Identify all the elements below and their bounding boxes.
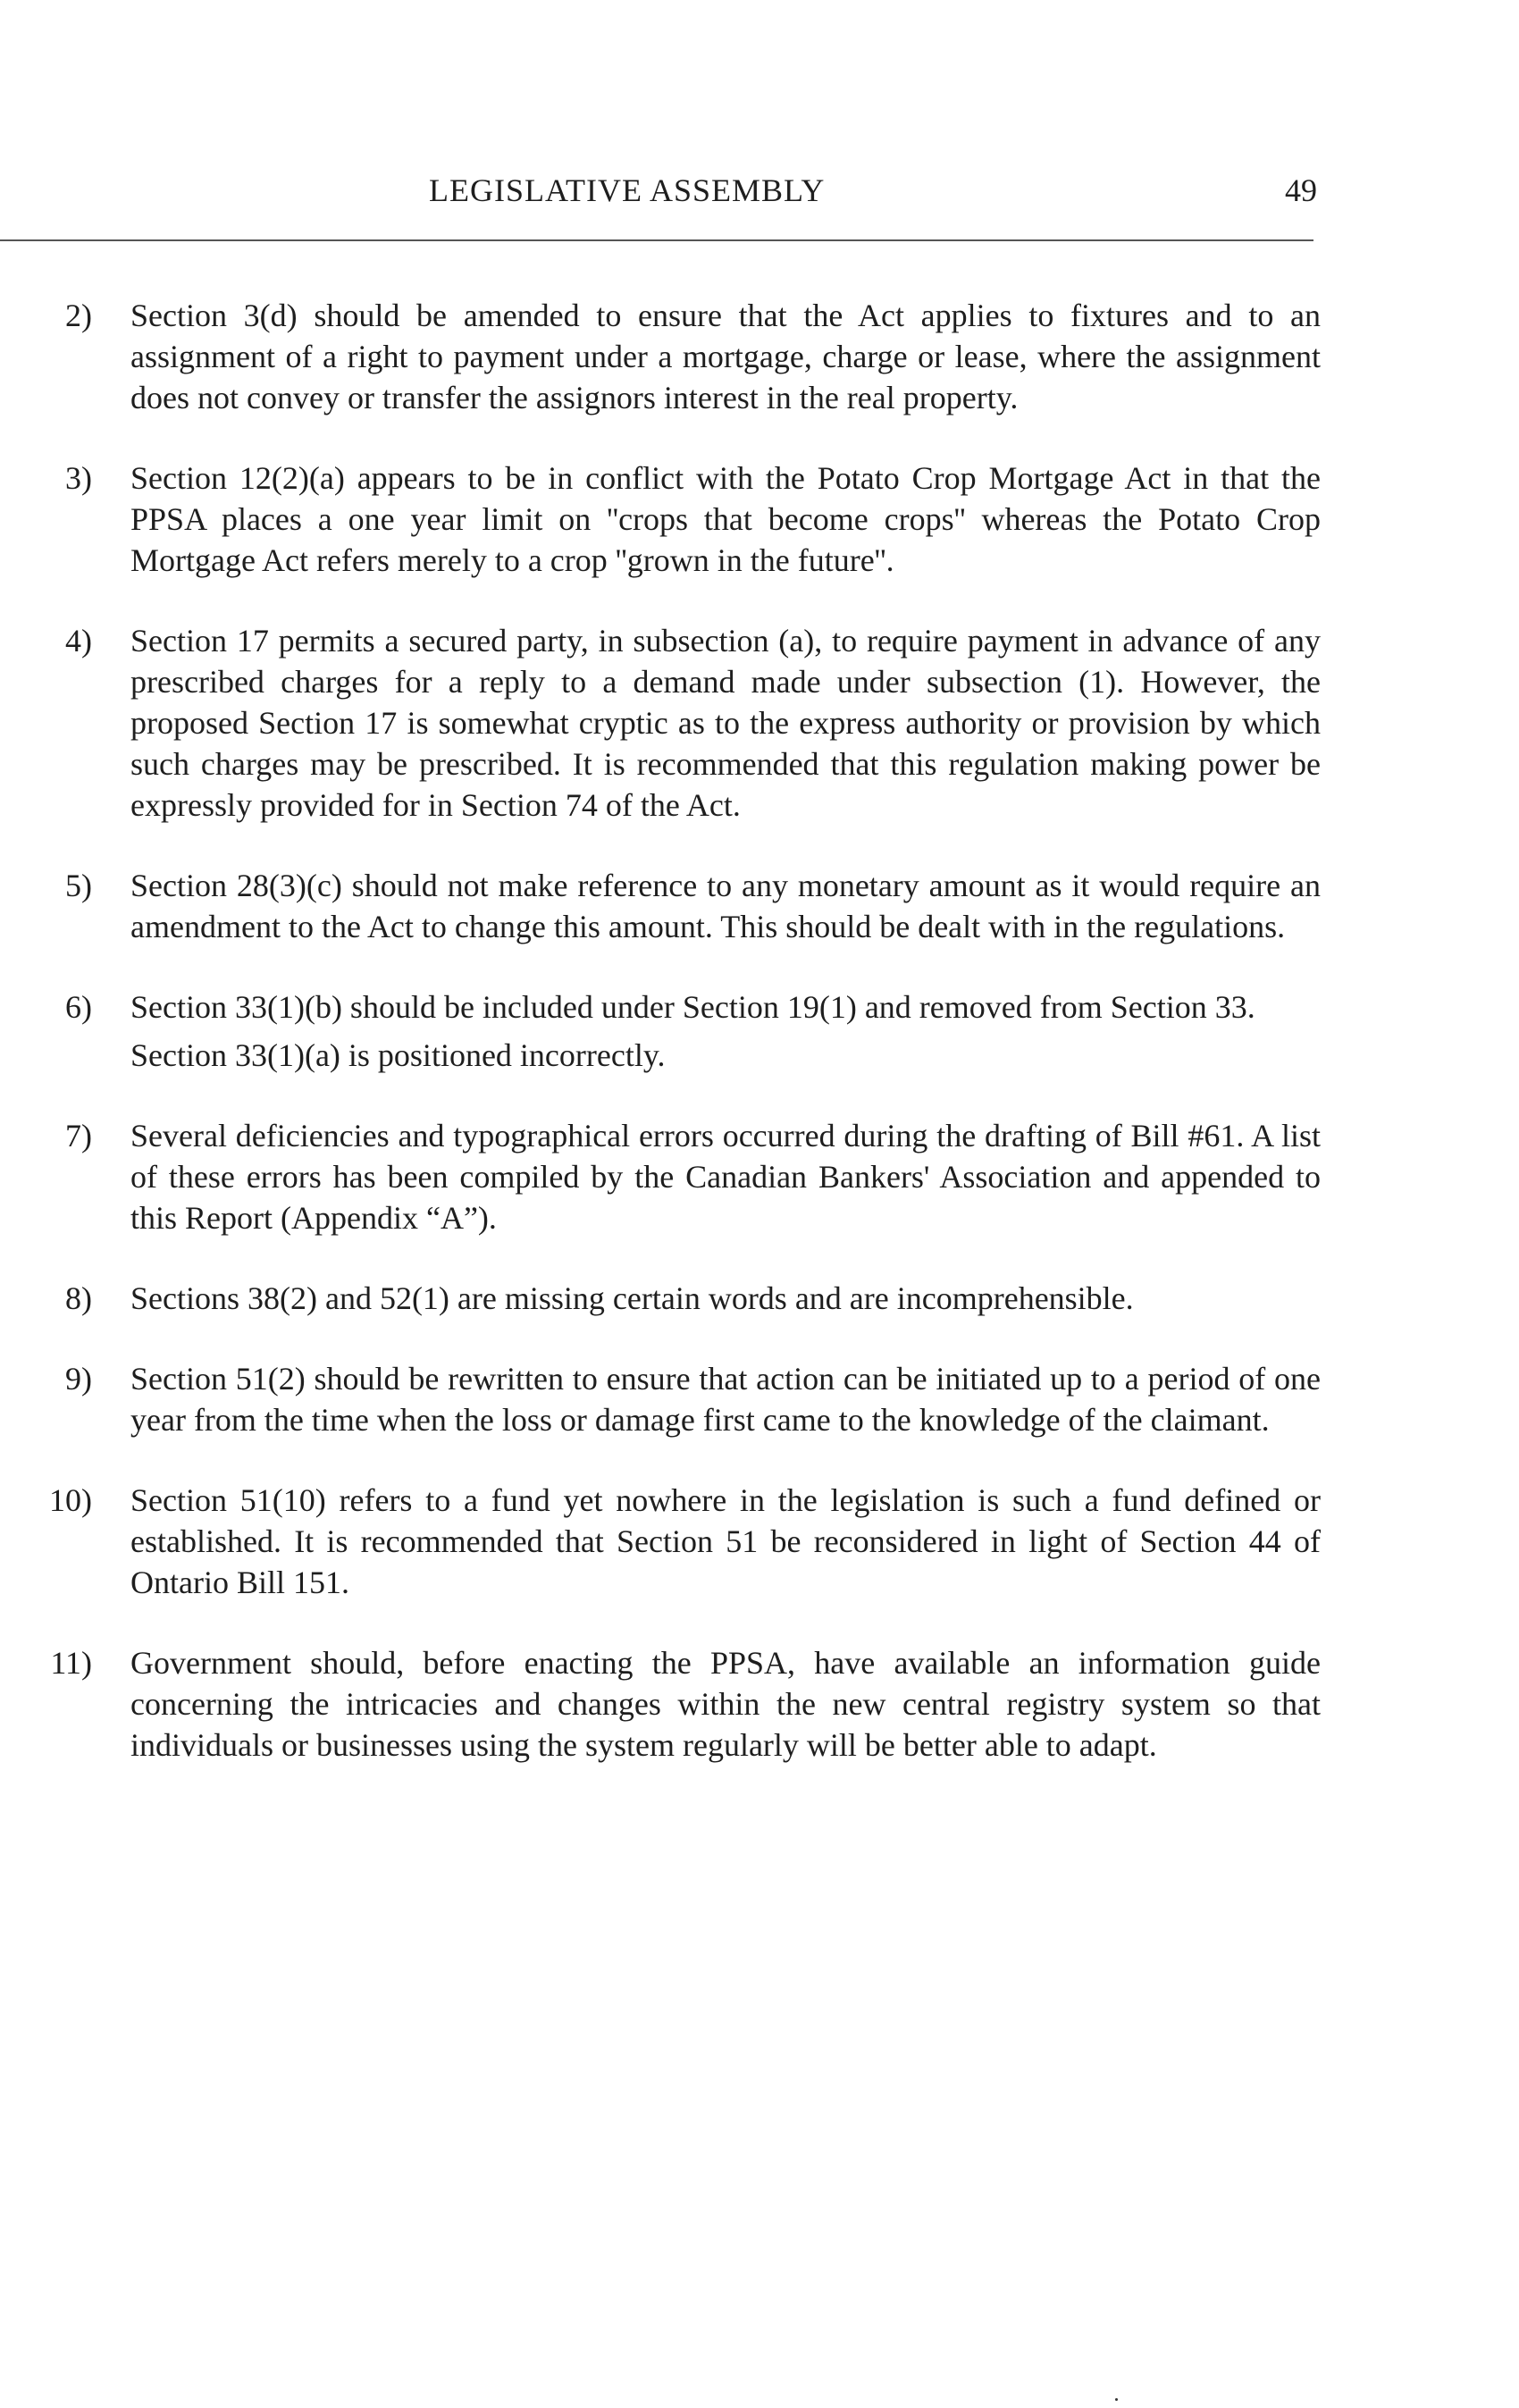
item-paragraph: Section 17 permits a secured party, in subsection (a), to require payment in advance of any prescribed charges for a reply to a demand made under subsection (1). However, the proposed Section 17 is somewhat cryptic as to the express authority or provision by which such charges may be prescribed. It is recommended that this regulation making power be expressly provided for in Section 74 of the Act. xyxy=(130,623,1321,823)
header-rule xyxy=(0,239,1313,241)
item-paragraph: Section 33(1)(b) should be included under Section 19(1) and removed from Section 33. xyxy=(130,989,1255,1025)
list-item xyxy=(0,865,1519,947)
scan-speck xyxy=(1115,2398,1118,2401)
list-item xyxy=(0,457,1519,581)
list-item xyxy=(0,620,1519,826)
list-item xyxy=(0,1358,1519,1440)
item-paragraph: Section 33(1)(a) is positioned incorrectly. xyxy=(130,1037,666,1073)
item-number: 2) xyxy=(65,298,92,333)
item-body xyxy=(130,865,1321,947)
item-body xyxy=(130,1278,1321,1319)
list-item xyxy=(0,1642,1519,1766)
item-paragraph: Section 51(2) should be rewritten to ensure that action can be initiated up to a period of one year from the time when the loss or damage first came to the knowledge of the claimant. xyxy=(130,1361,1321,1438)
item-paragraph: Several deficiencies and typographical errors occurred during the drafting of Bill #61. A list of these errors has been compiled by the Canadian Bankers' Association and appended to this Report (Appendix “A”). xyxy=(130,1118,1321,1236)
item-number: 3) xyxy=(65,460,92,496)
item-body xyxy=(130,457,1321,581)
item-paragraph: Sections 38(2) and 52(1) are missing certain words and are incomprehensible. xyxy=(130,1280,1134,1316)
item-body xyxy=(130,295,1321,418)
page-number: 49 xyxy=(1285,172,1317,208)
item-paragraph: Section 12(2)(a) appears to be in conflict with the Potato Crop Mortgage Act in that the PPSA places a one year limit on ''crops that become crops'' whereas the Potato Crop Mortgage Act refers merely to a crop ''grown in the future''. xyxy=(130,460,1321,578)
item-body xyxy=(130,620,1321,826)
item-number: 9) xyxy=(65,1361,92,1397)
running-head-title: LEGISLATIVE ASSEMBLY xyxy=(429,172,826,208)
item-number: 7) xyxy=(65,1118,92,1154)
item-paragraph: Government should, before enacting the PPSA, have available an information guide concerning the intricacies and changes within the new central registry system so that individuals or businesses using the system regularly will be better able to adapt. xyxy=(130,1645,1321,1763)
list-item xyxy=(0,295,1519,418)
item-number: 8) xyxy=(65,1280,92,1316)
item-body xyxy=(130,1115,1321,1238)
item-paragraph: Section 28(3)(c) should not make reference to any monetary amount as it would require an amendment to the Act to change this amount. This should be dealt with in the regulations. xyxy=(130,868,1321,944)
item-paragraph: Section 3(d) should be amended to ensure that the Act applies to fixtures and to an assignment of a right to payment under a mortgage, charge or lease, where the assignment does not convey or transfer the assignors interest in the real property. xyxy=(130,298,1321,415)
item-number: 4) xyxy=(65,623,92,659)
item-body xyxy=(130,1480,1321,1603)
list-item xyxy=(0,1480,1519,1603)
list-item xyxy=(0,1278,1519,1319)
item-number: 10) xyxy=(49,1482,92,1518)
item-number: 5) xyxy=(65,868,92,903)
page-header xyxy=(0,172,1519,225)
item-paragraph: Section 51(10) refers to a fund yet nowhere in the legislation is such a fund defined or established. It is recommended that Section 51 be reconsidered in light of Section 44 of Ontario Bill 151. xyxy=(130,1482,1321,1600)
item-number: 11) xyxy=(50,1645,92,1681)
item-number: 6) xyxy=(65,989,92,1025)
item-body xyxy=(130,1358,1321,1440)
item-body xyxy=(130,1642,1321,1766)
list-item xyxy=(0,986,1519,1076)
list-item xyxy=(0,1115,1519,1238)
item-body xyxy=(130,986,1321,1076)
numbered-list xyxy=(0,295,1519,1805)
